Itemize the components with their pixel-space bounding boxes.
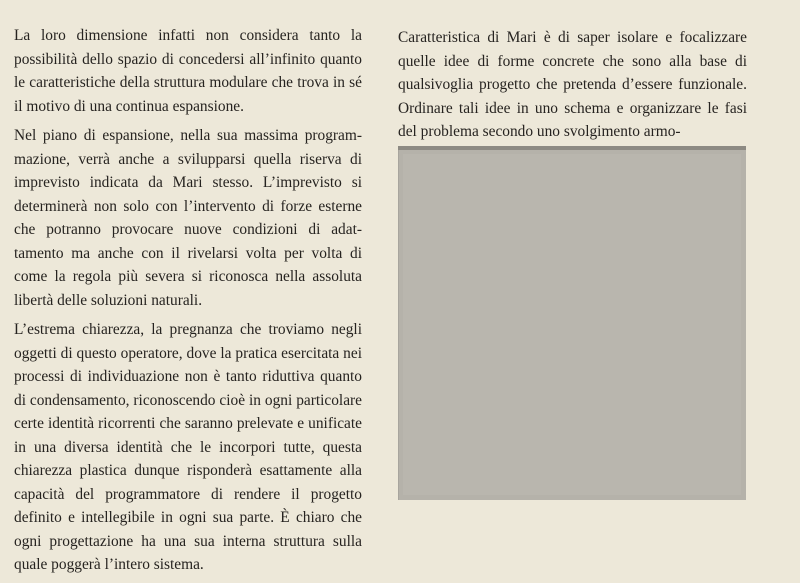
left-text-column [14, 24, 362, 583]
paragraph-right: Caratteristica di Mari è di saper isolare e focalizzare quelle idee di forme concrete che sono alla base di qualsivoglia progetto che pretenda d’essere funzionale. Ordinare tali idee in uno schema e organizzare le fasi del problema secondo uno svolgimento armo- [398, 29, 747, 140]
paragraph-3: L’estrema chiarezza, la pregnanza che troviamo negli oggetti di questo operatore, dove la pratica esercitata nei processi di individuazione non è tanto riduttiva quanto di condensamento, riconoscendo cioè in ogni particolare certe identità ricorrenti che saranno prelevate e unificate in una diversa identità che le incorpori tutte, questa chiarezza plastica dunque risponderà esattamente alla capacità del programmatore di rendere il progetto definito e intellegibile in ogni sua parte. È chiaro che ogni progettazione ha una sua interna struttura sulla quale poggerà l’intero sistema. [14, 321, 362, 573]
image-plate-top-edge [398, 146, 746, 150]
paragraph-2: Nel piano di espansione, nella sua massima programmazione, verrà anche a svilupparsi quella riserva di imprevisto indicata da Mari stesso. L’imprevisto si determinerà non solo con l’intervento di forze esterne che potranno provocare nuove condizioni di adattamento ma anche con il rivelarsi volta per volta di come la regola più severa si riconosca nella assoluta libertà delle soluzioni naturali. [14, 127, 362, 309]
paragraph-1: La loro dimensione infatti non considera tanto la possibilità dello spazio di concedersi all’infinito quanto le caratteristiche della struttura modulare che trova in sé il motivo di una continua espansione. [14, 27, 362, 115]
right-text-column [398, 26, 747, 150]
image-plate-surface [403, 154, 741, 495]
